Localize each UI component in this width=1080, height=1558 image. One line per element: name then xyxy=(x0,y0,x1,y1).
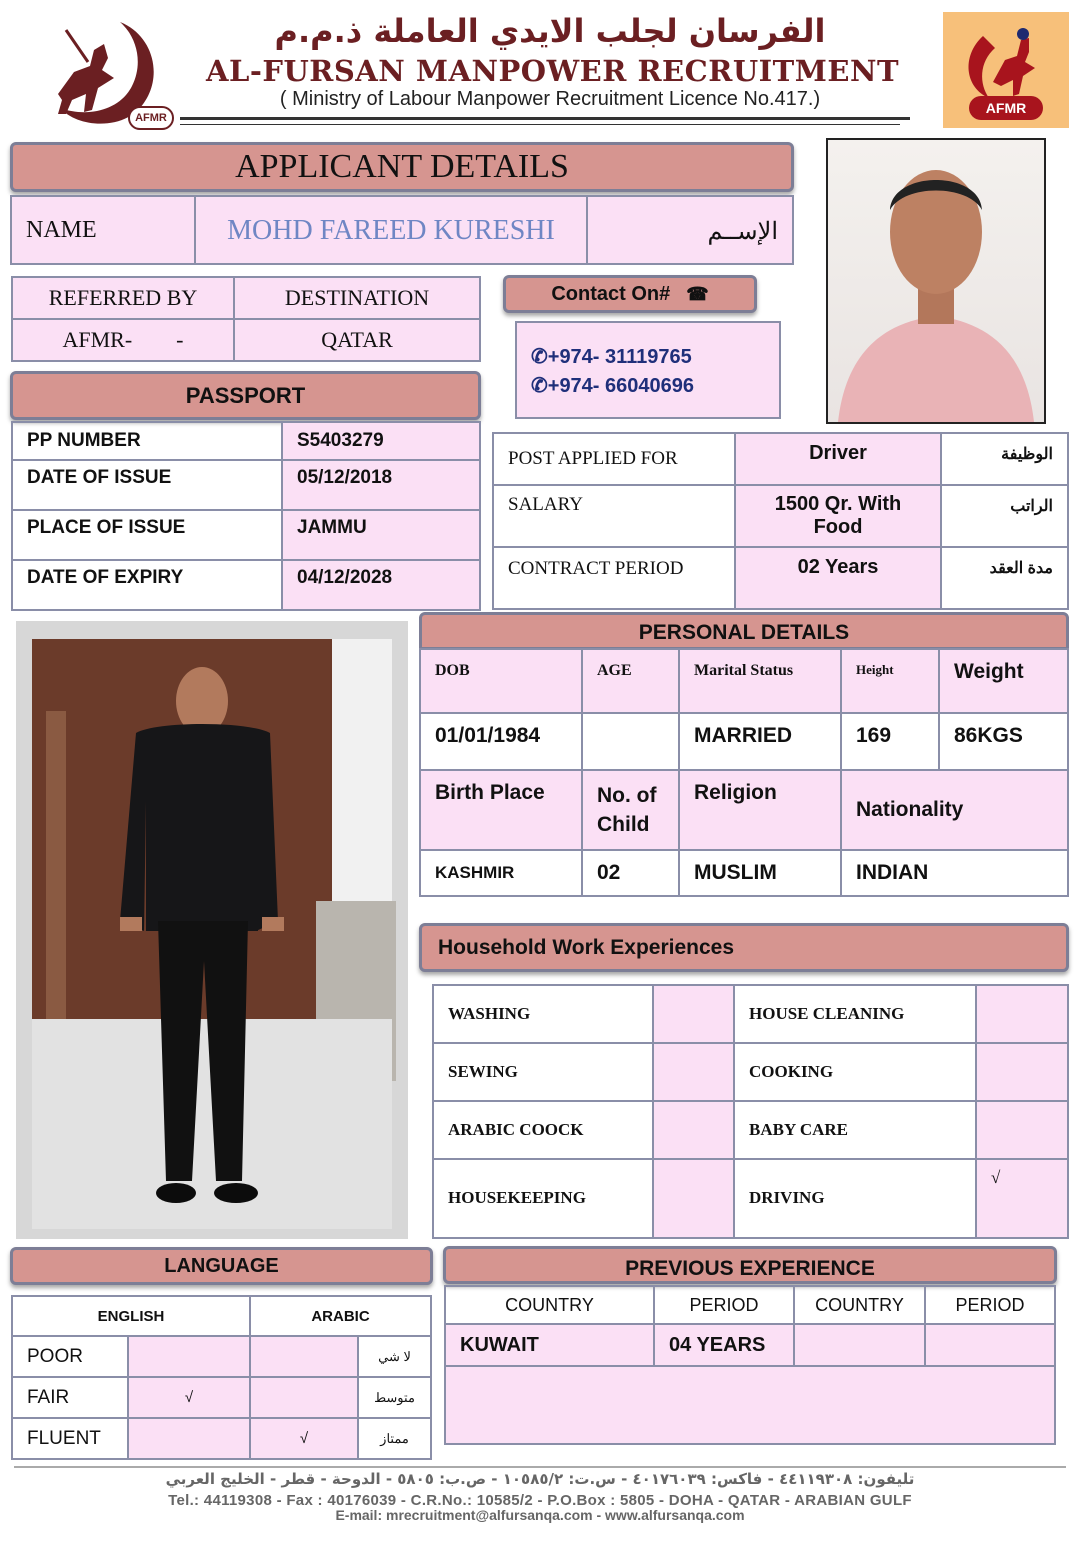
language-fluent-label-arabic: ممتاز xyxy=(358,1418,431,1459)
religion-label: Religion xyxy=(679,770,841,850)
contract-period-value: 02 Years xyxy=(735,547,941,609)
company-logo-left xyxy=(28,14,178,132)
skill-washing-mark xyxy=(653,985,734,1043)
pp-number-value: S5403279 xyxy=(282,422,480,460)
contact-title xyxy=(503,275,757,313)
skill-cooking-label: COOKING xyxy=(734,1043,976,1101)
skill-washing-label: WASHING xyxy=(433,985,653,1043)
skill-driving-mark: √ xyxy=(976,1159,1068,1238)
salary-value: 1500 Qr. With Food xyxy=(735,485,941,547)
age-label: AGE xyxy=(582,649,679,713)
passport-table xyxy=(11,421,481,611)
language-fair-label-arabic: متوسط xyxy=(358,1377,431,1418)
language-fluent-arabic: √ xyxy=(250,1418,358,1459)
height-label: Height xyxy=(841,649,939,713)
height-value: 169 xyxy=(841,713,939,770)
prev-experience-empty-area xyxy=(445,1366,1055,1444)
skill-arabic-cook-label: ARABIC COOCK xyxy=(433,1101,653,1159)
nationality-value: INDIAN xyxy=(841,850,1068,896)
phone-icon: ☎ xyxy=(686,283,709,304)
applicant-details-title: APPLICANT DETAILS xyxy=(10,142,794,192)
birth-place-value: KASHMIR xyxy=(420,850,582,896)
name-label: NAME xyxy=(26,217,97,243)
passport-title: PASSPORT xyxy=(10,371,481,420)
phone-number-2: ✆+974- 66040696 xyxy=(531,375,695,397)
post-table xyxy=(492,432,1069,610)
skill-house-cleaning-mark xyxy=(976,985,1068,1043)
contact-title-text: Contact On# xyxy=(551,282,671,305)
religion-value: MUSLIM xyxy=(679,850,841,896)
skill-baby-care-label: BABY CARE xyxy=(734,1101,976,1159)
post-applied-label-arabic: الوظيفة xyxy=(941,433,1068,485)
skill-driving-label: DRIVING xyxy=(734,1159,976,1238)
marital-status-label: Marital Status xyxy=(679,649,841,713)
logo-right-badge: AFMR xyxy=(969,96,1043,120)
previous-experience-title: PREVIOUS EXPERIENCE xyxy=(443,1246,1057,1284)
name-row xyxy=(10,195,794,265)
referred-by-label: REFERRED BY xyxy=(12,277,234,319)
header-rule-thin xyxy=(180,124,900,125)
dob-label: DOB xyxy=(420,649,582,713)
language-arabic-header: ARABIC xyxy=(250,1296,431,1336)
skill-sewing-mark xyxy=(653,1043,734,1101)
language-fluent-label: FLUENT xyxy=(12,1418,128,1459)
language-fair-arabic xyxy=(250,1377,358,1418)
language-fair-english: √ xyxy=(128,1377,250,1418)
footer-email: E-mail: mrecruitment@alfursanqa.com - www.alfursanqa.com xyxy=(335,1507,745,1523)
language-english-header: ENGLISH xyxy=(12,1296,250,1336)
portrait-figure-icon xyxy=(828,140,1044,422)
prev-period-value-2 xyxy=(925,1324,1055,1366)
name-divider-2 xyxy=(586,197,588,263)
date-of-expiry-label: DATE OF EXPIRY xyxy=(12,560,282,610)
referral-table xyxy=(11,276,481,362)
personal-details-title: PERSONAL DETAILS xyxy=(419,612,1069,650)
marital-status-value: MARRIED xyxy=(679,713,841,770)
skill-cooking-mark xyxy=(976,1043,1068,1101)
licence-text: ( Ministry of Labour Manpower Recruitment Licence No.417.) xyxy=(279,88,821,110)
language-table xyxy=(11,1295,432,1460)
weight-label: Weight xyxy=(939,649,1068,713)
language-fair-label: FAIR xyxy=(12,1377,128,1418)
prev-country-value-1: KUWAIT xyxy=(445,1324,654,1366)
prev-country-header-1: COUNTRY xyxy=(445,1286,654,1324)
language-poor-arabic xyxy=(250,1336,358,1377)
nationality-label: Nationality xyxy=(841,770,1068,850)
contract-period-label-arabic: مدة العقد xyxy=(941,547,1068,609)
age-value xyxy=(582,713,679,770)
applicant-portrait-photo xyxy=(826,138,1046,424)
company-logo-right xyxy=(943,12,1069,128)
personal-details-table xyxy=(419,648,1069,897)
footer-rule xyxy=(14,1466,1066,1468)
salary-label-arabic: الراتب xyxy=(941,485,1068,547)
prev-period-header-2: PERIOD xyxy=(925,1286,1055,1324)
header-rule xyxy=(180,117,910,120)
name-label-arabic: الإســم xyxy=(707,218,778,245)
post-applied-label: POST APPLIED FOR xyxy=(493,433,735,485)
prev-country-header-2: COUNTRY xyxy=(794,1286,925,1324)
prev-country-value-2 xyxy=(794,1324,925,1366)
place-of-issue-label: PLACE OF ISSUE xyxy=(12,510,282,560)
no-of-child-label: No. of Child xyxy=(582,770,679,850)
full-body-figure-icon xyxy=(16,621,408,1239)
contact-phones-box xyxy=(515,321,781,419)
skill-sewing-label: SEWING xyxy=(433,1043,653,1101)
destination-value: QATAR xyxy=(234,319,480,361)
place-of-issue-value: JAMMU xyxy=(282,510,480,560)
skill-housekeeping-label: HOUSEKEEPING xyxy=(433,1159,653,1238)
company-name-english: AL-FURSAN MANPOWER RECRUITMENT xyxy=(205,54,900,88)
phone-number-1: ✆+974- 31119765 xyxy=(531,346,692,368)
header xyxy=(0,0,1080,135)
applicant-full-body-photo xyxy=(16,621,408,1239)
contract-period-label: CONTRACT PERIOD xyxy=(493,547,735,609)
prev-period-value-1: 04 YEARS xyxy=(654,1324,794,1366)
post-applied-value: Driver xyxy=(735,433,941,485)
language-title: LANGUAGE xyxy=(10,1247,433,1285)
language-fluent-english xyxy=(128,1418,250,1459)
skill-house-cleaning-label: HOUSE CLEANING xyxy=(734,985,976,1043)
date-of-expiry-value: 04/12/2028 xyxy=(282,560,480,610)
footer-english: Tel.: 44119308 - Fax : 40176039 - C.R.No.: 10585/2 - P.O.Box : 5805 - DOHA - QATAR - ARABIAN GULF xyxy=(168,1492,912,1509)
date-of-issue-label: DATE OF ISSUE xyxy=(12,460,282,510)
skill-baby-care-mark xyxy=(976,1101,1068,1159)
no-of-child-value: 02 xyxy=(582,850,679,896)
previous-experience-table xyxy=(444,1285,1056,1445)
logo-left-badge: AFMR xyxy=(128,106,174,130)
destination-label: DESTINATION xyxy=(234,277,480,319)
referred-by-value: AFMR- - xyxy=(12,319,234,361)
name-value: MOHD FAREED KURESHI xyxy=(227,215,555,246)
household-title: Household Work Experiences xyxy=(419,923,1069,972)
salary-label: SALARY xyxy=(493,485,735,547)
pp-number-label: PP NUMBER xyxy=(12,422,282,460)
weight-value: 86KGS xyxy=(939,713,1068,770)
language-poor-label: POOR xyxy=(12,1336,128,1377)
skill-housekeeping-mark xyxy=(653,1159,734,1238)
dob-value: 01/01/1984 xyxy=(420,713,582,770)
company-name-arabic: الفرسان لجلب الايدي العاملة ذ.م.م xyxy=(274,12,826,50)
language-poor-english xyxy=(128,1336,250,1377)
prev-period-header-1: PERIOD xyxy=(654,1286,794,1324)
language-poor-label-arabic: لا شي xyxy=(358,1336,431,1377)
date-of-issue-value: 05/12/2018 xyxy=(282,460,480,510)
household-table xyxy=(432,984,1069,1239)
skill-arabic-cook-mark xyxy=(653,1101,734,1159)
footer-arabic: تليفون: ٤٤١١٩٣٠٨ - فاكس: ٤٠١٧٦٠٣٩ - س.ت: ١٠٥٨٥/٢ - ص.ب: ٥٨٠٥ - الدوحة - قطر - الخليج العربي xyxy=(165,1470,915,1488)
birth-place-label: Birth Place xyxy=(420,770,582,850)
